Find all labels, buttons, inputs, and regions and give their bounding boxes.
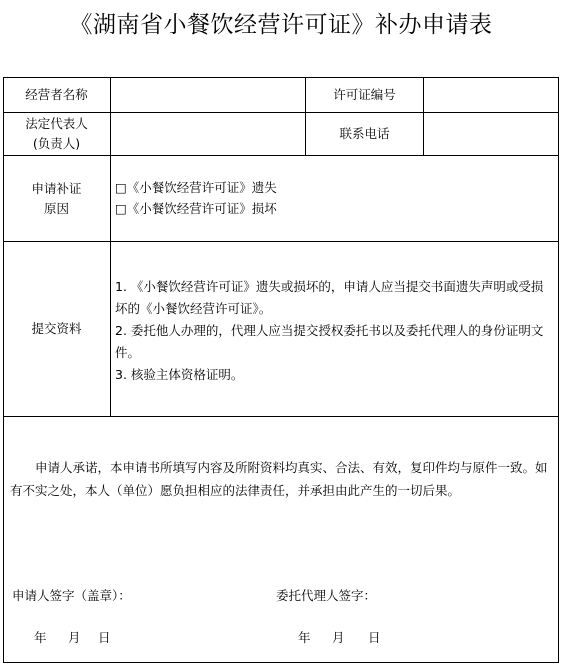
reason-label bbox=[3, 156, 110, 241]
document-item: 2. 委托他人办理的，代理人应当提交授权委托书以及委托代理人的身份证明文件。 bbox=[115, 323, 544, 360]
legal-representative-label bbox=[3, 113, 110, 155]
row-divider bbox=[3, 416, 559, 417]
applicant-promise: 申请人承诺，本申请书所填写内容及所附资料均真实、合法、有效，复印件均与原件一致。如有不实之处，本人（单位）愿负担相应的法律责任，并承担由此产生的一切后果。 bbox=[10, 460, 548, 498]
date-month: 月 bbox=[332, 630, 345, 645]
documents-list bbox=[115, 276, 555, 386]
applicant-date bbox=[34, 628, 111, 646]
date-month: 月 bbox=[68, 630, 81, 645]
legal-representative-field[interactable] bbox=[111, 113, 304, 154]
table-border-bottom bbox=[3, 662, 559, 663]
date-year: 年 bbox=[34, 630, 47, 645]
agent-signature-label: 委托代理人签字： bbox=[276, 588, 377, 603]
phone-field[interactable] bbox=[424, 113, 557, 154]
reason-label-line2: 原因 bbox=[43, 200, 69, 216]
operator-name-field[interactable] bbox=[111, 78, 304, 111]
date-day: 日 bbox=[98, 630, 111, 645]
reason-option-lost[interactable]: □《小餐饮经营许可证》遗失 bbox=[115, 180, 277, 195]
reason-label-line1: 申请补证 bbox=[31, 180, 82, 196]
date-day: 日 bbox=[368, 630, 381, 645]
operator-name-label: 经营者名称 bbox=[25, 86, 88, 102]
form-title: 《湖南省小餐饮经营许可证》补办申请表 bbox=[69, 12, 493, 38]
license-number-field[interactable] bbox=[424, 78, 557, 111]
license-number-label: 许可证编号 bbox=[333, 86, 396, 102]
table-border-right bbox=[558, 77, 559, 663]
documents-label: 提交资料 bbox=[31, 321, 82, 336]
legal-representative-text: 法定代表人 bbox=[25, 116, 88, 131]
reason-option-damaged[interactable]: □《小餐饮经营许可证》损坏 bbox=[115, 201, 277, 216]
date-year: 年 bbox=[298, 630, 311, 645]
document-item: 1. 《小餐饮经营许可证》遗失或损坏的，申请人应当提交书面遗失声明或受损坏的《小餐饮经营许可证》。 bbox=[115, 279, 544, 316]
reason-options bbox=[115, 177, 277, 219]
agent-date bbox=[298, 628, 381, 646]
phone-label: 联系电话 bbox=[339, 126, 390, 141]
document-item: 3. 核验主体资格证明。 bbox=[115, 367, 244, 382]
applicant-signature-label: 申请人签字（盖章）： bbox=[12, 588, 131, 603]
legal-representative-subtext: (负责人) bbox=[32, 136, 81, 151]
